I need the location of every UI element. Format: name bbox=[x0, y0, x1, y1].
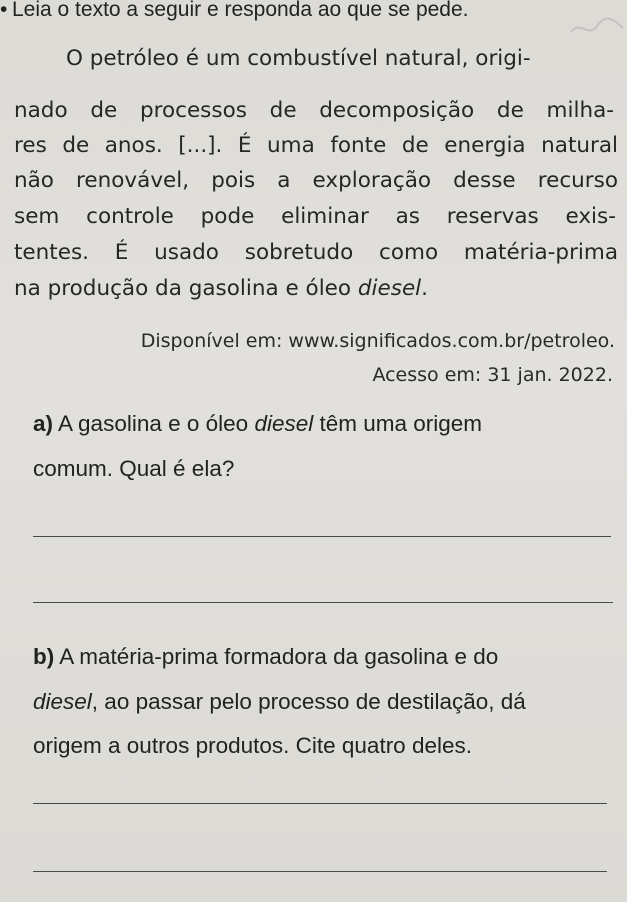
question-b-label: b) bbox=[33, 644, 55, 669]
answer-line-a-1[interactable] bbox=[33, 536, 611, 537]
question-a-label: a) bbox=[33, 411, 54, 436]
passage-line-7-text: na produção da gasolina e óleo bbox=[14, 276, 358, 301]
instruction bbox=[0, 0, 469, 22]
question-b-diesel-italic: diesel bbox=[33, 689, 92, 714]
source-available: Disponível em: www.significados.com.br/petroleo. bbox=[140, 330, 615, 352]
passage-line-7 bbox=[14, 271, 428, 307]
passage-diesel-italic: diesel bbox=[357, 276, 422, 301]
answer-line-b-1[interactable] bbox=[33, 803, 607, 804]
question-b-line-2 bbox=[33, 689, 526, 715]
instruction-text: Leia o texto a seguir e responda ao que se pede. bbox=[12, 0, 469, 21]
answer-line-b-2[interactable] bbox=[33, 871, 607, 872]
passage-line-5: sem controle pode eliminar as reservas exis- bbox=[14, 204, 616, 229]
passage-line-7-end: . bbox=[421, 276, 428, 301]
question-a-line-2: comum. Qual é ela? bbox=[33, 456, 235, 481]
question-b-line-3: origem a outros produtos. Cite quatro deles. bbox=[33, 733, 472, 758]
passage-line-6: tentes. É usado sobretudo como matéria-prima bbox=[14, 240, 618, 265]
passage-line-1: O petróleo é um combustível natural, origi- bbox=[66, 46, 531, 71]
passage-line-3: res de anos. [...]. É uma fonte de energia natural bbox=[14, 133, 618, 158]
question-b-line-1 bbox=[33, 644, 498, 670]
bleed-through-mark bbox=[567, 14, 627, 40]
question-a-diesel-italic: diesel bbox=[254, 411, 314, 436]
question-a-text-end: têm uma origem bbox=[313, 411, 483, 436]
answer-line-a-2[interactable] bbox=[33, 602, 613, 603]
question-a-line-1 bbox=[33, 411, 482, 437]
question-b-text-2: , ao passar pelo processo de destilação, dá bbox=[91, 689, 526, 714]
source-access: Acesso em: 31 jan. 2022. bbox=[372, 364, 613, 386]
passage-line-2: nado de processos de decomposição de milha- bbox=[14, 98, 614, 123]
bullet-icon: • bbox=[0, 0, 8, 21]
question-a-text: A gasolina e o óleo bbox=[53, 411, 255, 436]
question-b-text: A matéria-prima formadora da gasolina e do bbox=[54, 644, 499, 669]
passage-line-4: não renovável, pois a exploração desse recurso bbox=[14, 168, 618, 193]
